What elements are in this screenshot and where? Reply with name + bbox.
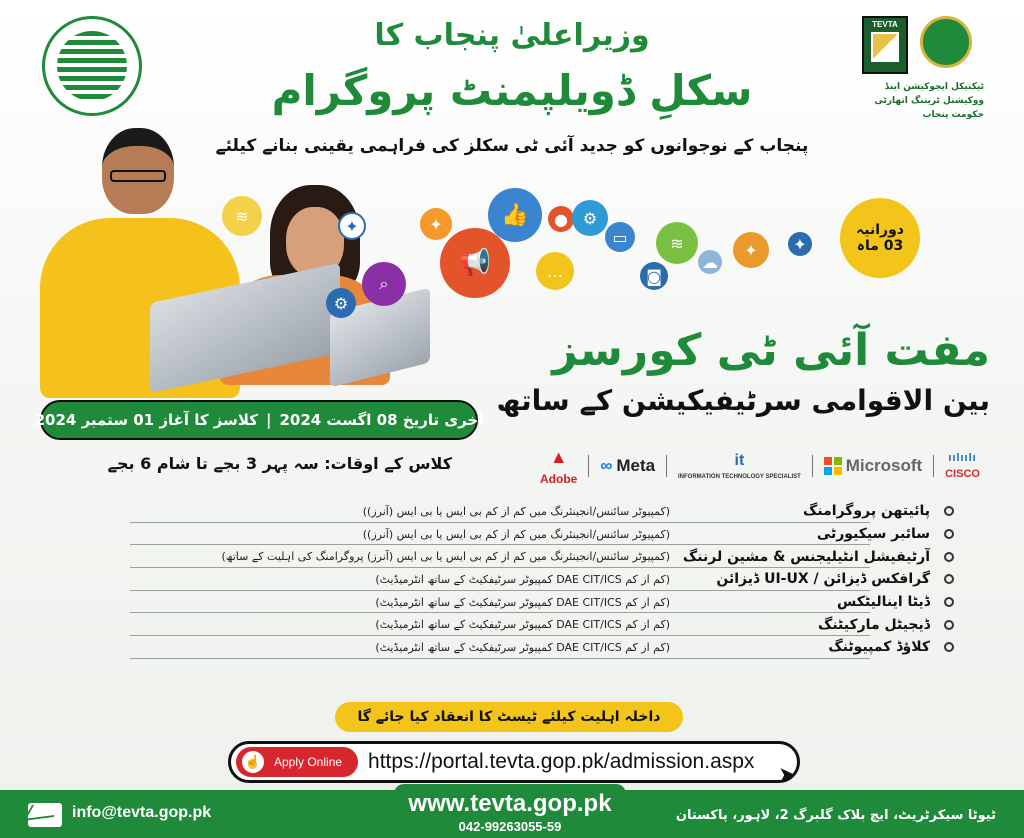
gear-icon-2: ⚙ — [572, 200, 608, 236]
cloud-icon: ☁ — [698, 250, 722, 274]
robot-icon: ◙ — [640, 262, 668, 290]
list-item: پائیتھن پروگرامنگ (کمپیوٹر سائنس/انجینئرنگ میں کم از کم بی ایس یا بی ایس (آنرز)) — [40, 500, 980, 523]
thumbs-up-icon: 👍 — [488, 188, 542, 242]
contact-phone: 042-99263055-59 — [458, 819, 562, 834]
list-item: ڈیجیٹل مارکیٹنگ (کم از کم DAE CIT/ICS کمپیوٹر سرٹیفکیٹ کے ساتھ انٹرمیڈیٹ) — [40, 613, 980, 636]
last-date: آخری تاریخ 08 اگست 2024 — [279, 411, 484, 429]
lightbulb-icon: ✦ — [338, 212, 366, 240]
gear-icon: ⚙ — [326, 288, 356, 318]
monitor-icon: ▭ — [605, 222, 635, 252]
cisco-logo: ıılıılı CISCO — [945, 452, 980, 480]
class-timing: کلاس کے اوقات: سہ پہر 3 بجے تا شام 6 بجے — [107, 454, 452, 473]
cursor-icon: ➤ — [778, 763, 797, 788]
list-item: کلاؤڈ کمپیوٹنگ (کم از کم DAE CIT/ICS کمپیوٹر سرٹیفکیٹ کے ساتھ انٹرمیڈیٹ) — [40, 636, 980, 659]
apply-online-button[interactable]: ☝ Apply Online — [236, 747, 358, 777]
office-address: ٹیوٹا سیکرٹریٹ، ایچ بلاک گلبرگ 2، لاہور، پاکستان — [675, 808, 996, 823]
free-it-courses-heading: مفت آئی ٹی کورسز — [552, 325, 990, 376]
program-title-line1: وزیراعلیٰ پنجاب کا — [374, 18, 650, 53]
lightbulb-icon-2: ✦ — [733, 232, 769, 268]
list-item: ڈیٹا اینالیٹکس (کم از کم DAE CIT/ICS کمپیوٹر سرٹیفکیٹ کے ساتھ انٹرمیڈیٹ) — [40, 591, 980, 614]
contact-email[interactable]: info@tevta.gop.pk — [72, 804, 212, 821]
wifi-icon-2: ≋ — [656, 222, 698, 264]
partner-logos — [540, 448, 980, 484]
adobe-logo: ▲ Adobe — [540, 446, 578, 486]
hand-pointer-icon: ☝ — [242, 751, 264, 773]
program-subtitle: پنجاب کے نوجوانوں کو جدید آئی ٹی سکلز کی فراہمی یقینی بنانے کیلئے — [215, 136, 809, 156]
admission-test-note: داخلہ اہلیت کیلئے ٹیسٹ کا انعقاد کیا جائے گا — [335, 702, 683, 732]
list-item: آرٹیفیشل انٹیلیجنس & مشین لرننگ (کمپیوٹر سائنس/انجینئرنگ میں کم از کم بی ایس یا بی ایس (آنرز) پروگرامنگ کی اہلیت کے ساتھ) — [40, 545, 980, 568]
apply-url-bar[interactable] — [228, 741, 800, 783]
dates-separator: | — [265, 411, 272, 429]
list-item: گرافکس ڈیزائن / UI-UX ڈیزائن (کم از کم DAE CIT/ICS کمپیوٹر سرٹیفکیٹ کے ساتھ انٹرمیڈیٹ) — [40, 568, 980, 591]
meta-logo: ∞ Meta — [600, 456, 656, 475]
lightbulb-icon: ✦ — [420, 208, 452, 240]
wifi-icon: ≋ — [222, 196, 262, 236]
authority-name: ٹیکنیکل ایجوکیشن اینڈ ووکیشنل ٹریننگ اتھارٹی حکومت پنجاب — [874, 82, 984, 120]
microsoft-logo: Microsoft — [824, 456, 923, 476]
course-list — [40, 500, 980, 659]
class-start-date: کلاسز کا آغاز 01 ستمبر 2024 — [34, 411, 258, 429]
chat-icon: … — [536, 252, 574, 290]
duration-badge: دورانیہ 03 ماہ — [840, 198, 920, 278]
program-title-line2: سکلِ ڈویلپمنٹ پروگرام — [271, 66, 753, 115]
lock-icon: ● — [548, 206, 574, 232]
tevta-logo-icon: TEVTA — [862, 16, 908, 74]
it-specialist-logo: it INFORMATION TECHNOLOGY SPECIALIST — [678, 452, 801, 480]
website-link[interactable]: www.tevta.gop.pk — [408, 790, 612, 817]
admission-url-link[interactable]: https://portal.tevta.gop.pk/admission.aspx — [368, 750, 755, 773]
dates-banner — [34, 400, 484, 440]
lightbulb-icon-3: ✦ — [788, 232, 812, 256]
megaphone-icon: 📢 — [440, 228, 510, 298]
certification-subheading: بین الاقوامی سرٹیفیکیشن کے ساتھ — [496, 384, 990, 417]
search-icon: ⌕ — [362, 262, 406, 306]
email-icon — [28, 803, 62, 827]
list-item: سائبر سیکیورٹی (کمپیوٹر سائنس/انجینئرنگ میں کم از کم بی ایس یا بی ایس (آنرز)) — [40, 523, 980, 546]
